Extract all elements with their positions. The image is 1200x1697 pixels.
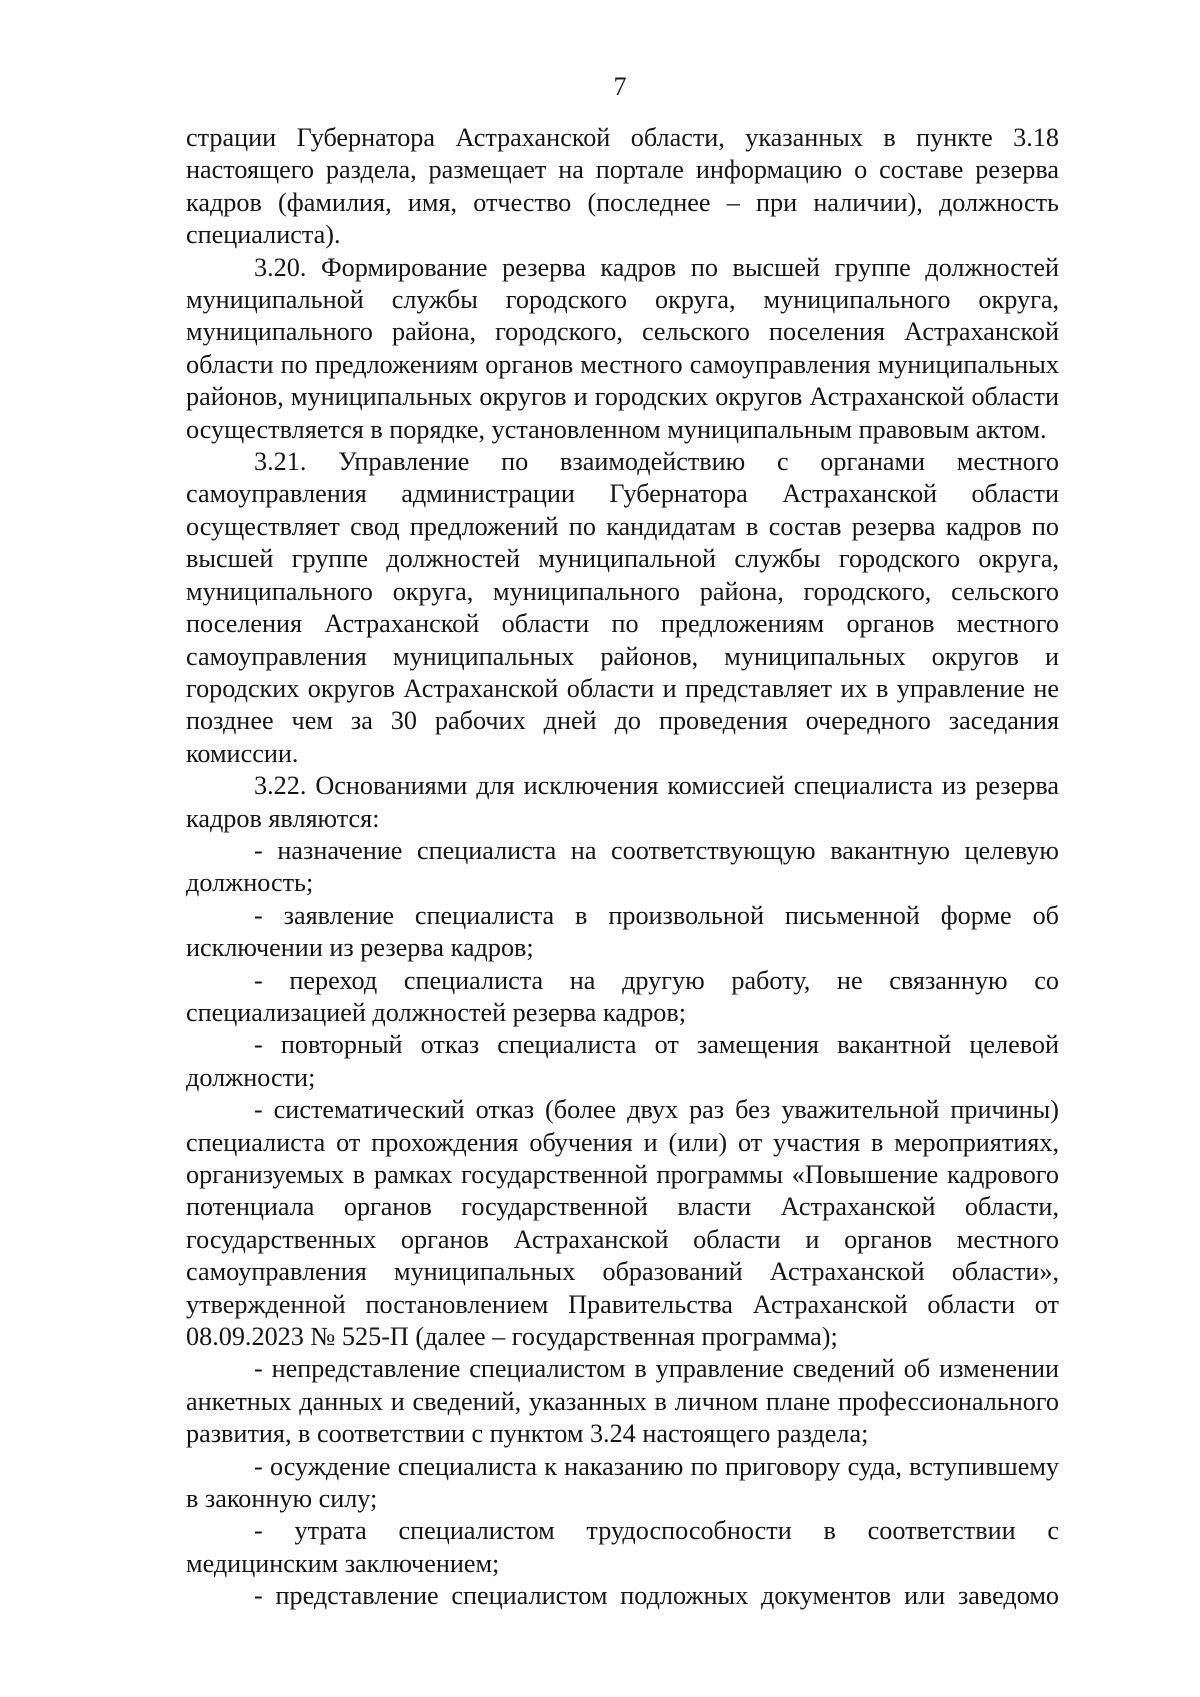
page-number: 7 — [613, 72, 627, 101]
paragraph-continuation: страции Губернатора Астраханской области, указанных в пункте 3.18 настоящего раздела, размещает на портале информацию о составе резерва кадров (фамилия, имя, отчество (последнее – при наличии), должность специалиста). — [186, 123, 1059, 250]
paragraph-3-22: 3.22. Основаниями для исключения комиссией специалиста из резерва кадров являются: — [186, 771, 1059, 833]
list-item-systematic-refusal: - систематический отказ (более двух раз без уважительной причины) специалиста от прохождения обучения и (или) от участия в мероприятиях, организуемых в рамках государственной программы «Повышение кадрового потенциала органов государственной власти Астраханской области, государственных органов Астраханской области и органов местного самоуправления муниципальных образований Астраханской области», утвержденной постановлением Правительства Астраханской области от 08.09.2023 № 525-П (далее – государственная программа); — [186, 1095, 1059, 1352]
list-item-conviction: - осуждение специалиста к наказанию по приговору суда, вступившему в законную силу; — [186, 1451, 1059, 1514]
paragraph-3-21: 3.21. Управление по взаимодействию с органами местного самоуправления администрации Губернатора Астраханской области осуществляет свод предложений по кандидатам в состав резерва кадров по высшей группе должностей муниципальной службы городского округа, муниципального округа, муниципального района, городского, сельского поселения Астраханской области по предложениям органов местного самоуправления муниципальных районов, муниципальных округов и городских округов Астраханской области и представляет их в управление не позднее чем за 30 рабочих дней до проведения очередного заседания комиссии. — [186, 447, 1059, 768]
list-item-non-submission: - непредставление специалистом в управление сведений об изменении анкетных данных и сведений, указанных в личном плане профессионального развития, в соответствии с пунктом 3.24 настоящего раздела; — [186, 1354, 1059, 1449]
list-item-forged-documents: - представление специалистом подложных документов или заведомо — [254, 1581, 1059, 1611]
paragraph-3-20: 3.20. Формирование резерва кадров по высшей группе должностей муниципальной службы городского округа, муниципального округа, муниципального района, городского, сельского поселения Астраханской области по предложениям органов местного самоуправления муниципальных районов, муниципальных округов и городских округов Астраханской области осуществляется в порядке, установленном муниципальным правовым актом. — [186, 252, 1059, 444]
list-item-application: - заявление специалиста в произвольной письменной форме об исключении из резерва кадров; — [186, 900, 1059, 963]
list-item-job-transfer: - переход специалиста на другую работу, не связанную со специализацией должностей резерва кадров; — [186, 965, 1059, 1027]
list-item-incapacity: - утрата специалистом трудоспособности в соответствии с медицинским заключением; — [186, 1516, 1059, 1578]
list-item-appointment: - назначение специалиста на соответствующую вакантную целевую должность; — [186, 835, 1059, 898]
list-item-repeated-refusal: - повторный отказ специалиста от замещения вакантной целевой должности; — [186, 1030, 1059, 1092]
document-body — [186, 122, 1059, 1613]
